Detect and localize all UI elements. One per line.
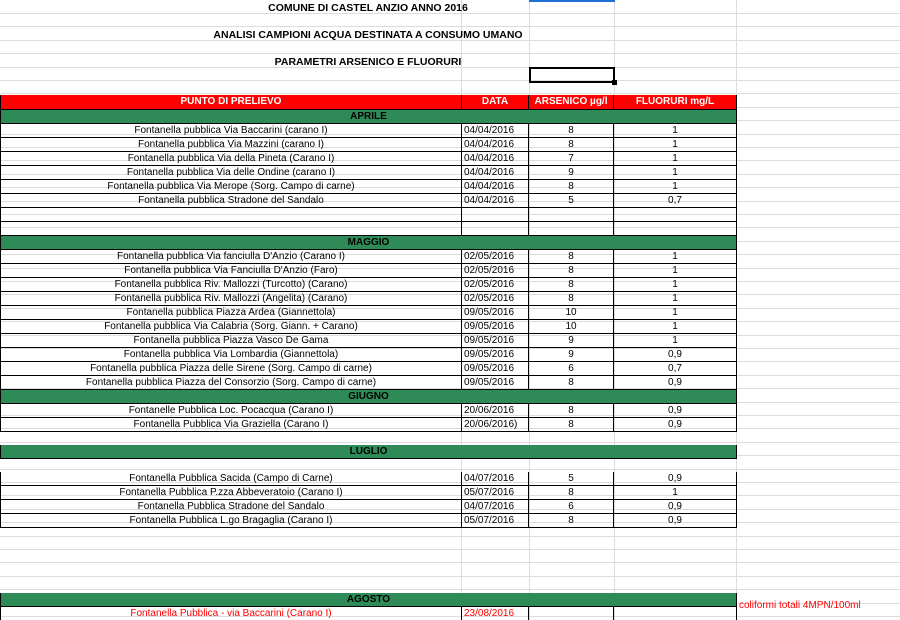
- fluoride-cell[interactable]: 0,9: [614, 348, 737, 362]
- location-cell[interactable]: Fontanella pubblica Piazza del Consorzio (Sorg. Campo di carne): [1, 376, 462, 390]
- sample-row: [1, 607, 737, 620]
- month-label[interactable]: LUGLIO: [1, 445, 737, 459]
- date-cell[interactable]: 05/07/2016: [462, 514, 529, 528]
- location-cell[interactable]: Fontanella pubblica Piazza Vasco De Gama: [1, 334, 462, 348]
- parameters-title: PARAMETRI ARSENICO E FLUORURI: [274, 56, 462, 68]
- fluoride-cell[interactable]: 1: [614, 180, 737, 194]
- arsenic-cell[interactable]: 5: [529, 194, 614, 208]
- date-cell[interactable]: 02/05/2016: [462, 278, 529, 292]
- empty-row: [1, 208, 737, 222]
- location-cell[interactable]: Fontanella Pubblica Via Graziella (Carano I): [1, 418, 462, 432]
- date-cell[interactable]: 02/05/2016: [462, 292, 529, 306]
- fluoride-cell[interactable]: 1: [614, 264, 737, 278]
- empty-row: [1, 567, 737, 580]
- location-cell[interactable]: Fontanella Pubblica Sacida (Campo di Carne): [1, 472, 462, 486]
- grid-row-line: [0, 93, 900, 94]
- location-cell[interactable]: Fontanella pubblica Via Fanciulla D'Anzio (Faro): [1, 264, 462, 278]
- fluoride-cell[interactable]: 1: [614, 486, 737, 500]
- arsenic-cell[interactable]: 10: [529, 306, 614, 320]
- date-cell[interactable]: 04/07/2016: [462, 500, 529, 514]
- date-cell[interactable]: 05/07/2016: [462, 486, 529, 500]
- location-cell[interactable]: Fontanella pubblica Riv. Mallozzi (Angelita) (Carano): [1, 292, 462, 306]
- location-cell[interactable]: Fontanella pubblica Via Merope (Sorg. Campo di carne): [1, 180, 462, 194]
- selected-cell[interactable]: [529, 67, 615, 83]
- fluoride-cell[interactable]: 1: [614, 124, 737, 138]
- arsenic-cell[interactable]: 6: [529, 362, 614, 376]
- fluoride-cell[interactable]: 1: [614, 250, 737, 264]
- arsenic-cell[interactable]: 6: [529, 500, 614, 514]
- sample-row: [1, 166, 737, 180]
- location-cell[interactable]: Fontanella pubblica Via della Pineta (Carano I): [1, 152, 462, 166]
- month-row-april: [1, 110, 737, 124]
- arsenic-cell[interactable]: 9: [529, 166, 614, 180]
- arsenic-cell[interactable]: 8: [529, 418, 614, 432]
- may-rows: [1, 250, 737, 390]
- fluoride-cell[interactable]: 1: [614, 306, 737, 320]
- arsenic-cell[interactable]: 5: [529, 472, 614, 486]
- arsenic-cell[interactable]: 9: [529, 334, 614, 348]
- date-cell[interactable]: 04/04/2016: [462, 180, 529, 194]
- grid-row-line: [0, 26, 900, 27]
- date-cell[interactable]: 09/05/2016: [462, 376, 529, 390]
- fluoride-cell[interactable]: 0,9: [614, 404, 737, 418]
- arsenic-cell[interactable]: 8: [529, 292, 614, 306]
- date-cell[interactable]: 04/04/2016: [462, 124, 529, 138]
- empty-row: [1, 528, 737, 542]
- sample-row: [1, 418, 737, 432]
- location-cell[interactable]: Fontanella pubblica Via Baccarini (carano I): [1, 124, 462, 138]
- fluoride-cell[interactable]: 0,9: [614, 472, 737, 486]
- fluoride-cell[interactable]: 1: [614, 166, 737, 180]
- location-cell[interactable]: Fontanella pubblica Via delle Ondine (carano I): [1, 166, 462, 180]
- sample-row: [1, 152, 737, 166]
- location-cell[interactable]: Fontanella Pubblica Stradone del Sandalo: [1, 500, 462, 514]
- arsenic-cell[interactable]: 7: [529, 152, 614, 166]
- location-cell[interactable]: Fontanella Pubblica - via Baccarini (Carano I): [1, 607, 462, 620]
- fluoride-cell[interactable]: 0,9: [614, 500, 737, 514]
- date-cell[interactable]: 09/05/2016: [462, 348, 529, 362]
- arsenic-cell[interactable]: 8: [529, 278, 614, 292]
- header-location[interactable]: PUNTO DI PRELIEVO: [1, 95, 462, 110]
- location-cell[interactable]: Fontanella pubblica Piazza Ardea (Giannettola): [1, 306, 462, 320]
- sample-row: [1, 348, 737, 362]
- sample-row: [1, 292, 737, 306]
- sample-row: [1, 334, 737, 348]
- arsenic-cell[interactable]: 8: [529, 376, 614, 390]
- fill-handle[interactable]: [612, 80, 617, 85]
- date-cell[interactable]: 04/04/2016: [462, 194, 529, 208]
- month-label[interactable]: AGOSTO: [1, 593, 737, 607]
- date-cell[interactable]: 04/07/2016: [462, 472, 529, 486]
- arsenic-cell[interactable]: 9: [529, 348, 614, 362]
- date-cell[interactable]: 09/05/2016: [462, 334, 529, 348]
- empty-row: [1, 222, 737, 236]
- fluoride-cell[interactable]: 1: [614, 320, 737, 334]
- date-cell[interactable]: 09/05/2016: [462, 306, 529, 320]
- arsenic-cell[interactable]: [529, 607, 614, 620]
- grid-row-line: [0, 80, 900, 81]
- july-rows: [1, 472, 737, 528]
- header-fluoride[interactable]: FLUORURI mg/L: [614, 95, 737, 110]
- empty-row: [1, 541, 737, 554]
- arsenic-cell[interactable]: 8: [529, 514, 614, 528]
- sample-row: [1, 376, 737, 390]
- fluoride-cell[interactable]: 0,9: [614, 514, 737, 528]
- sample-row: [1, 362, 737, 376]
- empty-row: [1, 554, 737, 567]
- date-cell[interactable]: 04/04/2016: [462, 138, 529, 152]
- month-label[interactable]: MAGGIO: [1, 236, 737, 250]
- sample-row: [1, 278, 737, 292]
- june-rows: [1, 404, 737, 432]
- sample-row: [1, 138, 737, 152]
- sample-row: [1, 486, 737, 500]
- location-cell[interactable]: Fontanella pubblica Stradone del Sandalo: [1, 194, 462, 208]
- arsenic-cell[interactable]: 8: [529, 486, 614, 500]
- sample-row: [1, 306, 737, 320]
- document-title: COMUNE DI CASTEL ANZIO ANNO 2016: [268, 2, 468, 14]
- sample-row: [1, 472, 737, 486]
- month-row-june: [1, 390, 737, 404]
- arsenic-cell[interactable]: 8: [529, 124, 614, 138]
- location-cell[interactable]: Fontanelle Pubblica Loc. Pocacqua (Carano I): [1, 404, 462, 418]
- fluoride-cell[interactable]: 1: [614, 334, 737, 348]
- fluoride-cell[interactable]: 0,7: [614, 362, 737, 376]
- fluoride-cell[interactable]: 1: [614, 292, 737, 306]
- empty-row: [1, 580, 737, 593]
- empty-row: [1, 459, 737, 473]
- location-cell[interactable]: Fontanella pubblica Riv. Mallozzi (Turcotto) (Carano): [1, 278, 462, 292]
- sample-row: [1, 404, 737, 418]
- location-cell[interactable]: Fontanella pubblica Piazza delle Sirene (Sorg. Campo di carne): [1, 362, 462, 376]
- date-cell[interactable]: 02/05/2016: [462, 264, 529, 278]
- fluoride-cell[interactable]: [614, 607, 737, 620]
- month-row-august: [1, 593, 737, 607]
- arsenic-cell[interactable]: 8: [529, 250, 614, 264]
- empty-row: [1, 432, 737, 446]
- arsenic-cell[interactable]: 8: [529, 404, 614, 418]
- month-label[interactable]: GIUGNO: [1, 390, 737, 404]
- date-cell[interactable]: 23/08/2016: [462, 607, 529, 620]
- sample-row: [1, 264, 737, 278]
- sample-row: [1, 514, 737, 528]
- document-subtitle: ANALISI CAMPIONI ACQUA DESTINATA A CONSUMO UMANO: [213, 29, 523, 41]
- location-cell[interactable]: Fontanella pubblica Via fanciulla D'Anzio (Carano I): [1, 250, 462, 264]
- location-cell[interactable]: Fontanella pubblica Via Calabria (Sorg. Giann. + Carano): [1, 320, 462, 334]
- sample-row: [1, 124, 737, 138]
- month-label[interactable]: APRILE: [1, 110, 737, 124]
- arsenic-cell[interactable]: 8: [529, 180, 614, 194]
- sample-row: [1, 180, 737, 194]
- date-cell[interactable]: 04/04/2016: [462, 166, 529, 180]
- sample-row: [1, 320, 737, 334]
- grid-row-line: [0, 53, 900, 54]
- fluoride-cell[interactable]: 0,9: [614, 376, 737, 390]
- date-cell[interactable]: 09/05/2016: [462, 320, 529, 334]
- date-cell[interactable]: 20/06/2016): [462, 418, 529, 432]
- fluoride-cell[interactable]: 0,9: [614, 418, 737, 432]
- sample-row: [1, 500, 737, 514]
- results-table: [0, 95, 737, 620]
- fluoride-cell[interactable]: 0,7: [614, 194, 737, 208]
- location-cell[interactable]: Fontanella Pubblica L.go Bragaglia (Carano I): [1, 514, 462, 528]
- date-cell[interactable]: 02/05/2016: [462, 250, 529, 264]
- august-rows: [1, 607, 737, 620]
- fluoride-cell[interactable]: 1: [614, 138, 737, 152]
- fluoride-cell[interactable]: 1: [614, 278, 737, 292]
- location-cell[interactable]: Fontanella Pubblica P.zza Abbeveratoio (Carano I): [1, 486, 462, 500]
- sample-row: [1, 194, 737, 208]
- arsenic-cell[interactable]: 8: [529, 138, 614, 152]
- fluoride-cell[interactable]: 1: [614, 152, 737, 166]
- date-cell[interactable]: 04/04/2016: [462, 152, 529, 166]
- date-cell[interactable]: 20/06/2016: [462, 404, 529, 418]
- date-cell[interactable]: 09/05/2016: [462, 362, 529, 376]
- month-row-may: [1, 236, 737, 250]
- header-row: [1, 95, 737, 110]
- april-rows: [1, 124, 737, 208]
- location-cell[interactable]: Fontanella pubblica Via Mazzini (carano I): [1, 138, 462, 152]
- sample-row: [1, 250, 737, 264]
- arsenic-cell[interactable]: 8: [529, 264, 614, 278]
- header-date[interactable]: DATA: [462, 95, 529, 110]
- location-cell[interactable]: Fontanella pubblica Via Lombardia (Giannettola): [1, 348, 462, 362]
- august-note[interactable]: coliformi totali 4MPN/100ml: [739, 600, 861, 611]
- month-row-july: [1, 445, 737, 459]
- header-arsenic[interactable]: ARSENICO µg/l: [529, 95, 614, 110]
- arsenic-cell[interactable]: 10: [529, 320, 614, 334]
